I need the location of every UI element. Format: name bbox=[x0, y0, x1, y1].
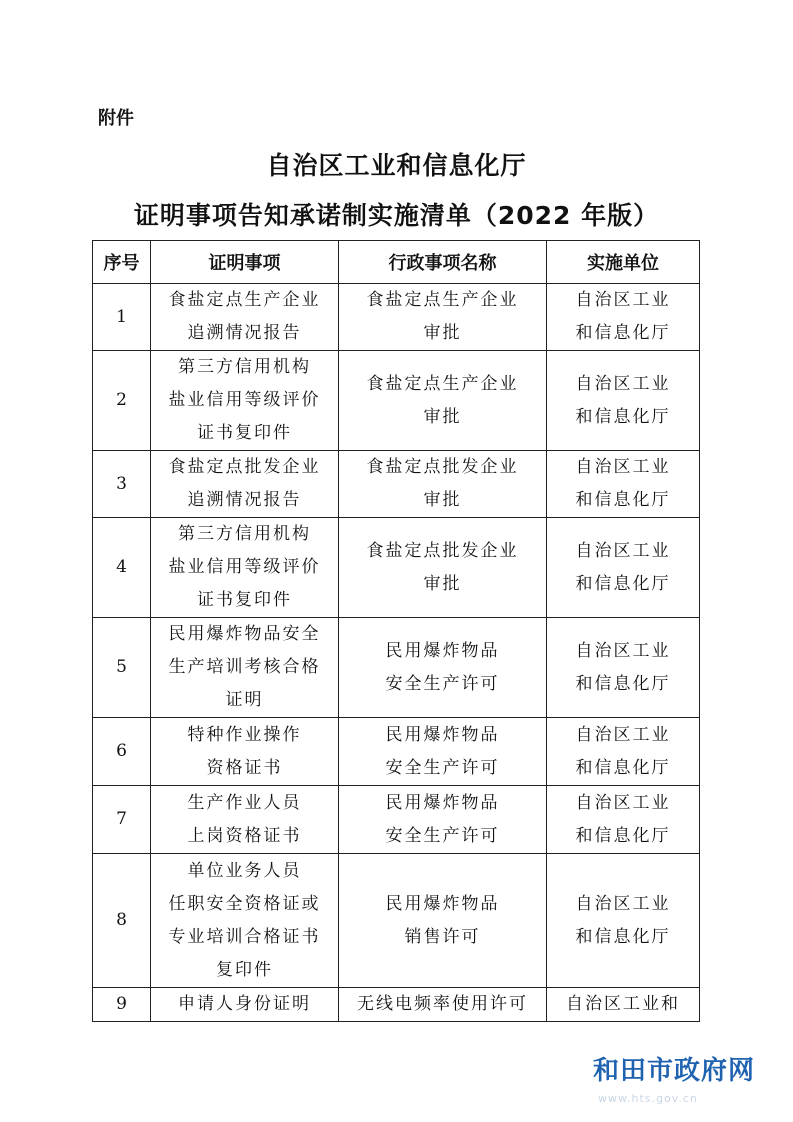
cell-text-line: 和信息化厅 bbox=[575, 573, 671, 594]
header-index: 序号 bbox=[93, 241, 151, 284]
administrative-matter-cell bbox=[339, 718, 547, 786]
header-certificate-item: 证明事项 bbox=[151, 241, 339, 284]
certificate-item-cell bbox=[151, 284, 339, 351]
cell-text-line: 食盐定点生产企业 bbox=[366, 373, 519, 394]
watermark-logo: 和田市政府网 bbox=[593, 1056, 756, 1086]
cell-text-line: 专业培训合格证书 bbox=[168, 926, 321, 947]
cell-text-line: 民用爆炸物品 bbox=[385, 640, 500, 661]
cell-text-line: 追溯情况报告 bbox=[187, 323, 302, 343]
administrative-matter-cell bbox=[339, 518, 547, 618]
cell-text-line: 生产培训考核合格 bbox=[168, 657, 321, 677]
cell-text-line: 安全生产许可 bbox=[385, 757, 500, 778]
cell-text-line: 审批 bbox=[423, 323, 462, 343]
cell-text-line: 资格证书 bbox=[206, 757, 283, 778]
implementing-unit-cell bbox=[547, 786, 700, 854]
implementing-unit-cell bbox=[547, 351, 700, 451]
cell-text-line: 自治区工业 bbox=[575, 640, 671, 661]
administrative-matter-cell bbox=[339, 351, 547, 451]
table-row bbox=[93, 988, 700, 1022]
table-row bbox=[93, 284, 700, 351]
implementing-unit-cell bbox=[547, 718, 700, 786]
certification-table bbox=[92, 240, 700, 1022]
cell-text-line: 和信息化厅 bbox=[575, 323, 671, 343]
page-title: 自治区工业和信息化厅 bbox=[266, 151, 527, 180]
cell-text-line: 和信息化厅 bbox=[575, 926, 671, 947]
table-row bbox=[93, 854, 700, 988]
cell-text-line: 自治区工业 bbox=[575, 792, 671, 813]
row-index: 4 bbox=[93, 518, 151, 618]
cell-text-line: 证明 bbox=[225, 690, 264, 710]
certificate-item-cell bbox=[151, 518, 339, 618]
implementing-unit-cell bbox=[547, 618, 700, 718]
cell-text-line: 第三方信用机构 bbox=[178, 524, 311, 544]
cell-text-line: 盐业信用等级评价 bbox=[168, 557, 321, 577]
cell-text-line: 食盐定点生产企业 bbox=[168, 290, 321, 310]
certificate-item-cell bbox=[151, 786, 339, 854]
cell-text-line: 自治区工业 bbox=[575, 540, 671, 561]
cell-text-line: 和信息化厅 bbox=[575, 490, 671, 510]
cell-text-line: 特种作业操作 bbox=[187, 724, 302, 745]
certificate-item-cell bbox=[151, 718, 339, 786]
certificate-item-cell bbox=[151, 351, 339, 451]
cell-text-line: 复印件 bbox=[216, 959, 273, 980]
cell-text-line: 上岗资格证书 bbox=[187, 825, 302, 846]
administrative-matter-cell bbox=[339, 451, 547, 518]
cell-text-line: 安全生产许可 bbox=[385, 825, 500, 846]
table-header-row bbox=[93, 241, 700, 284]
administrative-matter-cell bbox=[339, 854, 547, 988]
cell-text-line: 食盐定点生产企业 bbox=[366, 290, 519, 310]
watermark-url: www.hts.gov.cn bbox=[598, 1092, 698, 1105]
row-index: 9 bbox=[93, 988, 151, 1022]
cell-text-line: 任职安全资格证或 bbox=[168, 893, 321, 914]
implementing-unit-cell bbox=[547, 854, 700, 988]
header-administrative-matter: 行政事项名称 bbox=[339, 241, 547, 284]
administrative-matter-cell bbox=[339, 988, 547, 1022]
cell-text-line: 第三方信用机构 bbox=[178, 357, 311, 377]
attachment-label: 附件 bbox=[98, 108, 134, 129]
cell-text-line: 审批 bbox=[423, 490, 462, 510]
cell-text-line: 民用爆炸物品安全 bbox=[168, 624, 321, 644]
header-implementing-unit: 实施单位 bbox=[547, 241, 700, 284]
cell-text-line: 生产作业人员 bbox=[187, 792, 302, 813]
cell-text-line: 食盐定点批发企业 bbox=[366, 540, 519, 561]
table-row bbox=[93, 518, 700, 618]
cell-text-line: 民用爆炸物品 bbox=[385, 724, 500, 745]
table-row bbox=[93, 786, 700, 854]
cell-text-line: 自治区工业 bbox=[575, 290, 671, 310]
cell-text-line: 证书复印件 bbox=[197, 423, 292, 443]
administrative-matter-cell bbox=[339, 618, 547, 718]
table-row bbox=[93, 618, 700, 718]
cell-text-line: 销售许可 bbox=[404, 926, 481, 947]
row-index: 7 bbox=[93, 786, 151, 854]
cell-text-line: 自治区工业 bbox=[575, 893, 671, 914]
cell-text-line: 民用爆炸物品 bbox=[385, 893, 500, 914]
cell-text-line: 和信息化厅 bbox=[575, 406, 671, 427]
certificate-item-cell bbox=[151, 854, 339, 988]
cell-text-line: 食盐定点批发企业 bbox=[366, 457, 519, 477]
row-index: 3 bbox=[93, 451, 151, 518]
table-row bbox=[93, 451, 700, 518]
cell-text-line: 自治区工业 bbox=[575, 373, 671, 394]
cell-text-line: 无线电频率使用许可 bbox=[357, 994, 528, 1014]
cell-text-line: 自治区工业和 bbox=[566, 994, 680, 1014]
certificate-item-cell bbox=[151, 451, 339, 518]
table-row bbox=[93, 718, 700, 786]
cell-text-line: 民用爆炸物品 bbox=[385, 792, 500, 813]
cell-text-line: 自治区工业 bbox=[575, 724, 671, 745]
cell-text-line: 证书复印件 bbox=[197, 590, 292, 610]
cell-text-line: 安全生产许可 bbox=[385, 673, 500, 694]
cell-text-line: 自治区工业 bbox=[575, 457, 671, 477]
row-index: 8 bbox=[93, 854, 151, 988]
cell-text-line: 盐业信用等级评价 bbox=[168, 390, 321, 410]
cell-text-line: 审批 bbox=[423, 406, 462, 427]
implementing-unit-cell bbox=[547, 284, 700, 351]
cell-text-line: 申请人身份证明 bbox=[178, 994, 311, 1014]
row-index: 2 bbox=[93, 351, 151, 451]
implementing-unit-cell bbox=[547, 988, 700, 1022]
administrative-matter-cell bbox=[339, 786, 547, 854]
cell-text-line: 追溯情况报告 bbox=[187, 490, 302, 510]
row-index: 6 bbox=[93, 718, 151, 786]
implementing-unit-cell bbox=[547, 518, 700, 618]
implementing-unit-cell bbox=[547, 451, 700, 518]
row-index: 5 bbox=[93, 618, 151, 718]
table-row bbox=[93, 351, 700, 451]
cell-text-line: 和信息化厅 bbox=[575, 673, 671, 694]
cell-text-line: 食盐定点批发企业 bbox=[168, 457, 321, 477]
cell-text-line: 和信息化厅 bbox=[575, 757, 671, 778]
certificate-item-cell bbox=[151, 988, 339, 1022]
administrative-matter-cell bbox=[339, 284, 547, 351]
certificate-item-cell bbox=[151, 618, 339, 718]
cell-text-line: 和信息化厅 bbox=[575, 825, 671, 846]
row-index: 1 bbox=[93, 284, 151, 351]
cell-text-line: 单位业务人员 bbox=[187, 860, 302, 881]
cell-text-line: 审批 bbox=[423, 573, 462, 594]
page-subtitle: 证明事项告知承诺制实施清单（2022 年版） bbox=[133, 201, 660, 230]
